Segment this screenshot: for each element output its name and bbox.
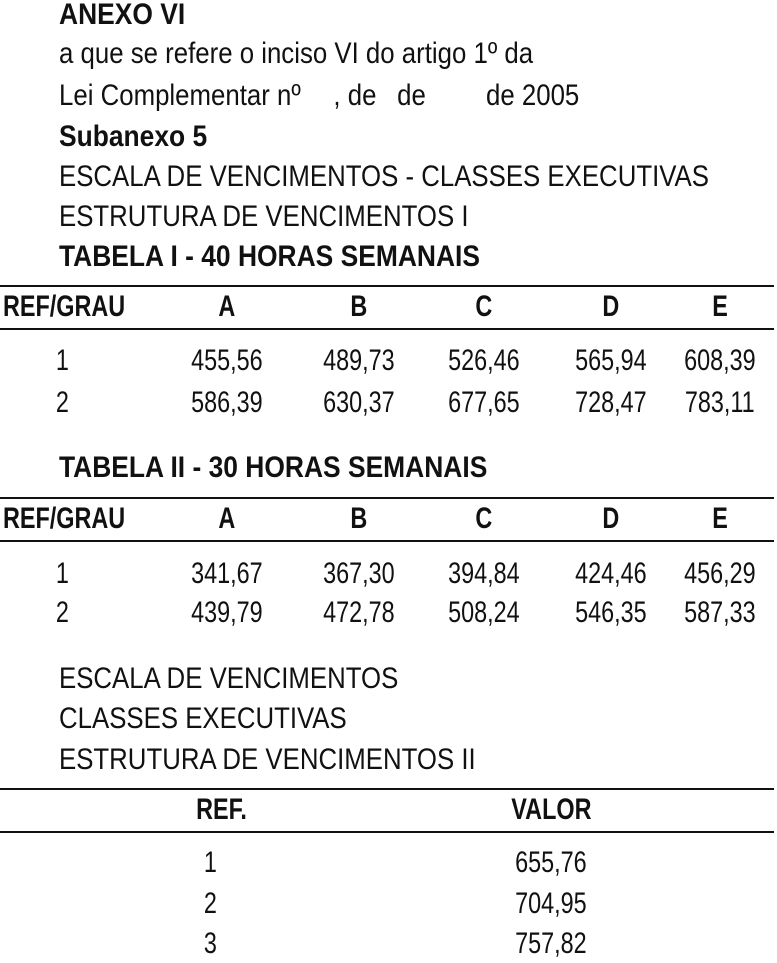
law-year: de 2005 xyxy=(486,79,580,112)
table1-row2-b: 630,37 xyxy=(323,386,395,419)
table2-header-e: E xyxy=(712,502,728,535)
table1-header-b: B xyxy=(350,290,368,323)
table2-header-c: C xyxy=(475,502,493,535)
law-de-month: de xyxy=(397,79,426,112)
table3-top-rule xyxy=(0,788,774,790)
table2-row2-d: 546,35 xyxy=(575,596,647,629)
table2-row1-a: 341,67 xyxy=(191,557,263,590)
table1-header-c: C xyxy=(475,290,493,323)
table3-row3-value: 757,82 xyxy=(515,927,587,960)
table2-header-b: B xyxy=(350,502,368,535)
law-reference-line xyxy=(59,81,579,111)
table1-header-ref: REF/GRAU xyxy=(3,290,126,323)
table2-row2-e: 587,33 xyxy=(684,596,756,629)
table1-header-rule xyxy=(0,328,774,330)
table3-header-value: VALOR xyxy=(510,793,592,826)
table1-row1-d: 565,94 xyxy=(575,344,647,377)
table1-header-a: A xyxy=(218,290,236,323)
table1-row1-c: 526,46 xyxy=(448,344,520,377)
section2-scale-title: ESCALA DE VENCIMENTOS xyxy=(59,662,399,695)
table1-header-d: D xyxy=(602,290,620,323)
table1-row1-a: 455,56 xyxy=(191,344,263,377)
table2-header-a: A xyxy=(218,502,236,535)
table2-row2-ref: 2 xyxy=(55,596,69,629)
table3-header-rule xyxy=(0,831,774,833)
table1-title: TABELA I - 40 HORAS SEMANAIS xyxy=(59,240,480,273)
table2-row1-c: 394,84 xyxy=(448,557,520,590)
table2-row2-c: 508,24 xyxy=(448,596,520,629)
table3-row1-value: 655,76 xyxy=(515,846,587,879)
annex-reference-line: a que se refere o inciso VI do artigo 1º da xyxy=(59,37,534,70)
table2-row1-b: 367,30 xyxy=(323,557,395,590)
table2-row2-b: 472,78 xyxy=(323,596,395,629)
table1-row1-e: 608,39 xyxy=(684,344,756,377)
law-label: Lei Complementar nº xyxy=(59,79,301,112)
table1-row2-e: 783,11 xyxy=(685,386,755,419)
table2-header-d: D xyxy=(602,502,620,535)
table3-row1-ref: 1 xyxy=(203,846,217,879)
table3-row2-ref: 2 xyxy=(203,887,217,920)
table2-header-rule xyxy=(0,540,774,542)
annex-title: ANEXO VI xyxy=(59,0,186,31)
table1-header-e: E xyxy=(712,290,728,323)
table2-row1-e: 456,29 xyxy=(684,557,756,590)
table1-row1-b: 489,73 xyxy=(323,344,395,377)
table2-row1-d: 424,46 xyxy=(575,557,647,590)
table2-row2-a: 439,79 xyxy=(191,596,263,629)
table2-row1-ref: 1 xyxy=(55,557,69,590)
table3-row2-value: 704,95 xyxy=(515,887,587,920)
section2-structure-title: ESTRUTURA DE VENCIMENTOS II xyxy=(59,743,476,776)
law-comma-de: , de xyxy=(333,79,377,112)
table1-row1-ref: 1 xyxy=(55,344,69,377)
table1-top-rule xyxy=(0,285,774,287)
table2-title: TABELA II - 30 HORAS SEMANAIS xyxy=(59,451,488,484)
table2-header-ref: REF/GRAU xyxy=(3,502,126,535)
table1-row2-a: 586,39 xyxy=(191,386,263,419)
table3-header-ref: REF. xyxy=(196,793,248,826)
table1-row2-c: 677,65 xyxy=(448,386,520,419)
table2-top-rule xyxy=(0,497,774,499)
scale-title: ESCALA DE VENCIMENTOS - CLASSES EXECUTIVAS xyxy=(59,160,709,193)
structure-title: ESTRUTURA DE VENCIMENTOS I xyxy=(59,200,469,233)
table3-row3-ref: 3 xyxy=(203,927,217,960)
table1-row2-d: 728,47 xyxy=(575,386,647,419)
subannex-title: Subanexo 5 xyxy=(59,120,208,153)
section2-classes-title: CLASSES EXECUTIVAS xyxy=(59,702,347,735)
table1-row2-ref: 2 xyxy=(55,386,69,419)
